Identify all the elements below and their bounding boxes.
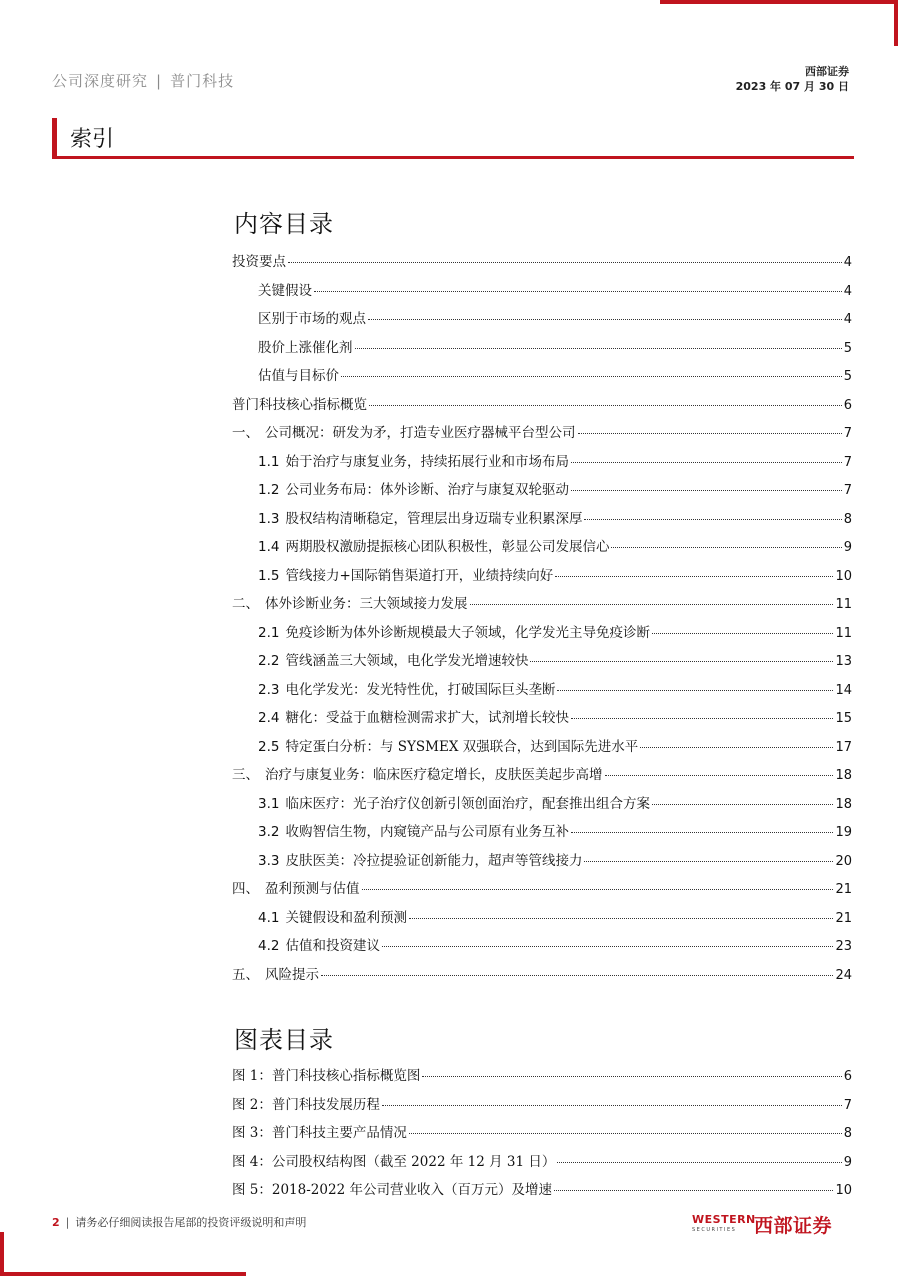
toc-entry-page: 8 [843,511,852,527]
toc-entry[interactable] [232,649,852,678]
toc-entry-text: 关键假设和盈利预测 [285,909,407,926]
toc-entry-number: 2.2 [258,653,280,669]
toc-leader-dots [341,376,842,377]
figure-entry-page: 6 [843,1069,852,1084]
toc-leader-dots [530,661,833,662]
toc-entry-text: 股价上涨催化剂 [258,339,353,356]
toc-entry-page: 21 [835,882,852,897]
toc-entry-page: 7 [843,483,852,498]
toc-entry[interactable] [232,820,852,849]
org-name: 西部证券 [805,65,849,78]
toc-leader-dots [555,576,833,577]
toc-entry-label [258,934,380,954]
toc-entry[interactable] [232,421,852,450]
toc-leader-dots [584,861,833,862]
toc-entry-number: 3.3 [258,852,280,869]
toc-entry-number: 2.5 [258,738,280,755]
toc-entry-label [258,364,339,384]
header-separator: | [156,72,163,90]
figure-entry-page: 7 [843,1097,852,1113]
western-securities-logo [692,1211,856,1239]
toc-entry-text: 管线接力+国际销售渠道打开，业绩持续向好 [285,567,554,584]
figure-entry-label: 图 1：普门科技核心指标概览图 [232,1068,421,1084]
table-of-contents [232,250,852,991]
toc-entry[interactable] [232,849,852,878]
report-header [52,70,234,91]
toc-entry-label [258,820,569,840]
toc-entry[interactable] [232,307,852,336]
toc-entry-text: 投资要点 [232,254,286,270]
toc-entry-text: 估值和投资建议 [285,938,380,954]
toc-entry-page: 4 [843,283,852,299]
page-number: 2 [52,1216,60,1229]
toc-entry[interactable] [232,792,852,821]
toc-entry[interactable] [232,763,852,792]
toc-entry[interactable] [232,678,852,707]
toc-entry-text: 区别于市场的观点 [258,311,366,327]
toc-entry[interactable] [232,621,852,650]
report-meta [736,64,849,94]
toc-entry-text: 皮肤医美：冷拉提验证创新能力，超声等管线接力 [285,852,583,869]
toc-leader-dots [409,918,833,919]
toc-entry-page: 11 [835,625,852,641]
toc-entry-text: 关键假设 [258,282,312,299]
disclaimer-text: 请务必仔细阅读报告尾部的投资评级说明和声明 [75,1216,307,1229]
figure-entry[interactable] [232,1178,852,1207]
toc-entry-page: 10 [835,568,852,584]
toc-entry-label [232,250,286,270]
toc-entry-number: 五、 [232,966,259,983]
toc-entry-number: 4.2 [258,938,280,954]
toc-entry-text: 始于治疗与康复业务，持续拓展行业和市场布局 [285,453,569,470]
toc-entry-text: 治疗与康复业务：临床医疗稳定增长，皮肤医美起步高增 [265,767,603,783]
figure-leader-dots [557,1162,841,1163]
toc-entry-page: 13 [835,654,852,669]
toc-entry-page: 17 [835,739,852,755]
toc-entry-number: 3.2 [258,824,280,840]
figures-heading: 图表目录 [234,1026,334,1054]
figure-leader-dots [409,1133,842,1134]
figure-entry-page: 10 [835,1183,852,1198]
toc-entry-page: 6 [843,397,852,413]
figure-leader-dots [422,1076,841,1077]
toc-entry-label [258,706,569,726]
toc-entry-page: 5 [843,369,852,384]
company-name: 普门科技 [170,72,235,90]
report-category: 公司深度研究 [52,72,149,90]
toc-entry-label [232,763,603,783]
toc-entry-page: 15 [835,711,852,726]
toc-entry-text: 收购智信生物，内窥镜产品与公司原有业务互补 [285,824,569,840]
toc-entry-text: 风险提示 [265,966,319,983]
figure-leader-dots [382,1105,842,1106]
toc-entry-page: 19 [835,825,852,840]
toc-entry-label [232,393,367,413]
toc-leader-dots [314,291,842,292]
figure-list [232,1064,852,1207]
figure-leader-dots [554,1190,834,1191]
toc-entry-number: 二、 [232,596,259,612]
toc-entry-text: 两期股权激励提振核心团队积极性，彰显公司发展信心 [285,539,610,555]
toc-leader-dots [368,319,842,320]
logo-en-sub: SECURITIES [692,1227,737,1233]
toc-entry-page: 21 [835,910,852,926]
toc-leader-dots [640,747,833,748]
toc-entry-text: 临床医疗：光子治疗仪创新引领创面治疗，配套推出组合方案 [285,795,650,812]
footer-disclaimer [52,1214,306,1230]
toc-entry-number: 四、 [232,881,259,897]
toc-entry-number: 4.1 [258,909,280,926]
figure-entry[interactable] [232,1064,852,1093]
toc-entry-label [232,421,576,441]
toc-entry-text: 盈利预测与估值 [265,881,360,897]
figure-entry[interactable] [232,1093,852,1122]
toc-entry-number: 1.5 [258,567,280,584]
figure-entry-label: 图 4：公司股权结构图（截至 2022 年 12 月 31 日） [232,1153,556,1170]
toc-entry-label [258,906,407,926]
toc-entry-text: 公司概况：研发为矛，打造专业医疗器械平台型公司 [265,425,576,441]
toc-leader-dots [611,547,841,548]
toc-entry[interactable] [232,535,852,564]
toc-entry-number: 一、 [232,425,259,441]
toc-entry[interactable] [232,735,852,764]
toc-entry-page: 23 [835,939,852,954]
toc-entry-label [258,507,582,527]
toc-leader-dots [382,946,833,947]
toc-entry-label [258,450,569,470]
footer-separator: | [65,1216,70,1229]
toc-leader-dots [362,889,834,890]
corner-mark-bottom-left-vertical [0,1232,4,1276]
toc-entry-number: 1.4 [258,539,280,555]
toc-entry-label [258,336,353,356]
toc-leader-dots [578,433,842,434]
section-title-bar [52,118,854,160]
toc-entry[interactable] [232,393,852,422]
toc-leader-dots [605,775,834,776]
toc-entry-page: 11 [835,597,852,612]
toc-entry-label [232,592,468,612]
toc-entry-label [258,478,569,498]
toc-entry-page: 20 [835,853,852,869]
section-title: 索引 [70,127,115,152]
toc-entry[interactable] [232,279,852,308]
toc-entry-label [232,963,319,983]
toc-leader-dots [321,975,833,976]
toc-entry-label [258,564,553,584]
toc-entry-number: 三、 [232,767,259,783]
toc-leader-dots [288,262,842,263]
toc-entry-page: 9 [843,540,852,555]
corner-mark-top-right-vertical [894,0,898,46]
toc-entry[interactable] [232,364,852,393]
toc-entry-label [258,735,638,755]
toc-entry-number: 2.3 [258,681,280,698]
toc-entry-page: 14 [835,682,852,698]
toc-entry[interactable] [232,877,852,906]
toc-entry-number: 1.2 [258,482,280,498]
toc-leader-dots [652,633,833,634]
toc-entry[interactable] [232,250,852,279]
toc-leader-dots [571,490,842,491]
toc-entry-label [258,849,582,869]
toc-entry[interactable] [232,706,852,735]
toc-entry-page: 4 [843,255,852,270]
toc-entry-number: 3.1 [258,795,280,812]
toc-entry[interactable] [232,934,852,963]
toc-entry[interactable] [232,906,852,935]
toc-leader-dots [571,832,833,833]
report-date: 2023 年 07 月 30 日 [735,80,849,93]
figure-entry-label: 图 2：普门科技发展历程 [232,1096,380,1113]
toc-entry[interactable] [232,507,852,536]
figure-entry[interactable] [232,1150,852,1179]
corner-mark-bottom-left-horizontal [0,1272,246,1276]
toc-entry-text: 免疫诊断为体外诊断规模最大子领域，化学发光主导免疫诊断 [285,624,650,641]
section-accent [52,118,57,158]
toc-entry[interactable] [232,478,852,507]
toc-heading: 内容目录 [234,210,334,238]
logo-en: WESTERN [692,1213,756,1226]
toc-entry-label [258,678,555,698]
corner-mark-top-right-horizontal [660,0,898,4]
toc-entry-text: 管线涵盖三大领域，电化学发光增速较快 [285,653,529,669]
toc-leader-dots [355,348,842,349]
toc-entry-text: 特定蛋白分析：与 SYSMEX 双强联合，达到国际先进水平 [285,738,639,755]
toc-entry[interactable] [232,450,852,479]
toc-leader-dots [571,462,842,463]
toc-entry[interactable] [232,336,852,365]
toc-entry[interactable] [232,592,852,621]
toc-entry-text: 股权结构清晰稳定，管理层出身迈瑞专业积累深厚 [285,510,583,527]
toc-leader-dots [584,519,841,520]
toc-leader-dots [652,804,833,805]
toc-entry-label [232,877,360,897]
toc-entry-page: 7 [843,426,852,441]
toc-entry[interactable] [232,963,852,992]
toc-entry-page: 5 [843,340,852,356]
figure-entry-label: 图 5：2018-2022 年公司营业收入（百万元）及增速 [232,1182,552,1198]
toc-leader-dots [571,718,833,719]
toc-entry-text: 估值与目标价 [258,368,339,384]
toc-entry-page: 18 [835,796,852,812]
figure-entry-page: 9 [843,1154,852,1170]
toc-entry-label [258,621,650,641]
toc-entry-label [258,792,650,812]
toc-leader-dots [369,405,842,406]
figure-entry-label: 图 3：普门科技主要产品情况 [232,1125,407,1141]
toc-entry-label [258,307,366,327]
toc-leader-dots [470,604,834,605]
toc-entry[interactable] [232,564,852,593]
toc-entry-page: 18 [835,768,852,783]
toc-entry-text: 糖化：受益于血糖检测需求扩大，试剂增长较快 [285,710,569,726]
toc-entry-page: 7 [843,454,852,470]
section-rule [52,156,854,159]
logo-cn: 西部证券 [754,1215,833,1237]
figure-entry-page: 8 [843,1126,852,1141]
toc-entry-label [258,649,528,669]
toc-entry-text: 公司业务布局：体外诊断、治疗与康复双轮驱动 [285,482,569,498]
toc-entry-number: 1.1 [258,453,280,470]
toc-entry-number: 1.3 [258,510,280,527]
toc-entry-number: 2.4 [258,710,280,726]
toc-entry-page: 24 [835,967,852,983]
figure-entry[interactable] [232,1121,852,1150]
toc-entry-page: 4 [843,312,852,327]
toc-entry-label [258,279,312,299]
toc-leader-dots [557,690,833,691]
toc-entry-text: 普门科技核心指标概览 [232,396,367,413]
toc-entry-text: 电化学发光：发光特性优，打破国际巨头垄断 [285,681,556,698]
toc-entry-text: 体外诊断业务：三大领域接力发展 [265,596,468,612]
toc-entry-number: 2.1 [258,624,280,641]
toc-entry-label [258,535,609,555]
